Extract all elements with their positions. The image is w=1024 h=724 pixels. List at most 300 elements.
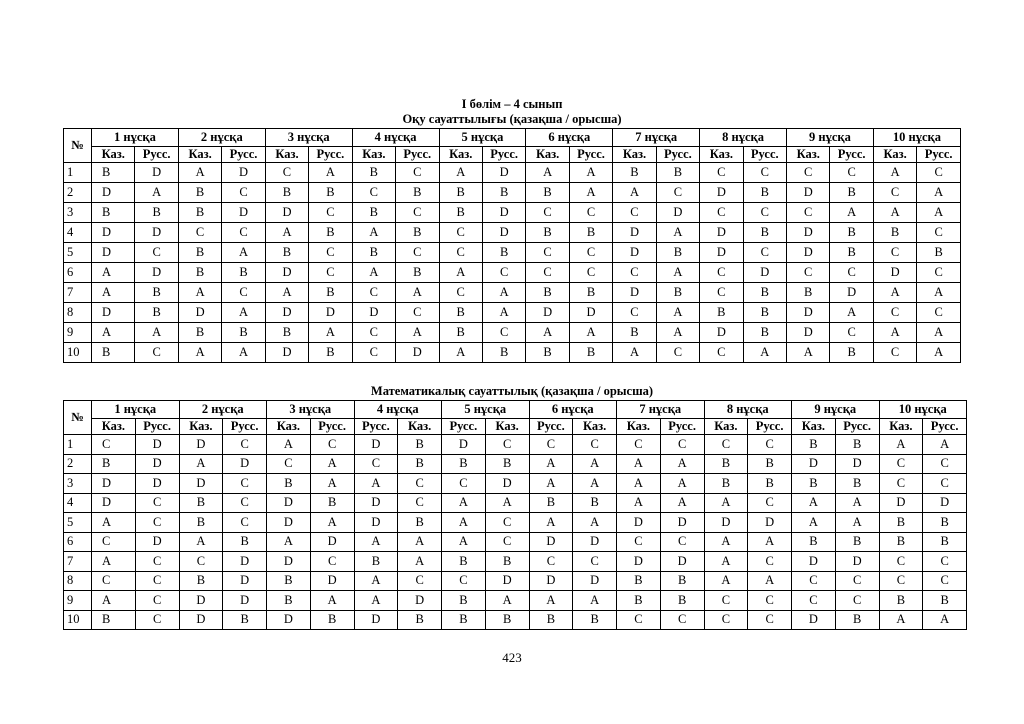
language-header: Русс.	[835, 419, 879, 435]
answer-cell: B	[178, 263, 221, 283]
answer-cell: A	[573, 454, 617, 474]
answer-cell: D	[748, 513, 792, 533]
answer-cell: B	[526, 223, 569, 243]
answer-cell: A	[354, 571, 398, 591]
answer-cell: B	[179, 493, 223, 513]
answer-cell: D	[787, 223, 830, 243]
language-header: Каз.	[439, 147, 482, 163]
answer-cell: C	[743, 203, 786, 223]
answer-cell: B	[704, 474, 748, 494]
answer-cell: B	[396, 183, 439, 203]
answer-cell: A	[617, 474, 661, 494]
answer-cell: B	[267, 591, 311, 611]
answer-cell: D	[222, 203, 265, 223]
answer-cell: B	[792, 532, 836, 552]
answer-cell: C	[879, 552, 923, 572]
variant-header: 7 нұсқа	[613, 129, 700, 147]
variant-header: 3 нұсқа	[267, 401, 355, 419]
answer-cell: D	[787, 243, 830, 263]
answer-cell: A	[923, 610, 967, 630]
answer-cell: B	[135, 303, 178, 323]
question-number: 6	[64, 263, 92, 283]
language-header: Русс.	[354, 419, 398, 435]
language-header: Каз.	[613, 147, 656, 163]
answer-cell: A	[529, 454, 573, 474]
answer-cell: B	[787, 283, 830, 303]
answer-cell: A	[792, 493, 836, 513]
answer-cell: D	[135, 435, 179, 455]
answer-cell: C	[135, 610, 179, 630]
question-number: 8	[64, 571, 92, 591]
answer-cell: A	[917, 323, 961, 343]
variant-header: 6 нұсқа	[529, 401, 617, 419]
question-number: 7	[64, 283, 92, 303]
answer-cell: B	[830, 183, 873, 203]
answer-cell: A	[178, 283, 221, 303]
answer-cell: C	[223, 513, 267, 533]
answer-cell: C	[485, 435, 529, 455]
answer-cell: C	[398, 493, 442, 513]
answer-cell: D	[92, 303, 135, 323]
answer-cell: A	[92, 513, 136, 533]
answer-cell: D	[879, 493, 923, 513]
answer-cell: B	[923, 513, 967, 533]
answer-cell: D	[92, 493, 136, 513]
language-header: Каз.	[92, 147, 135, 163]
language-header: Каз.	[352, 147, 395, 163]
answer-cell: D	[617, 513, 661, 533]
table-row	[64, 303, 961, 323]
table-row	[64, 323, 961, 343]
answer-cell: B	[92, 343, 135, 363]
answer-cell: B	[526, 183, 569, 203]
answer-cell: A	[135, 323, 178, 343]
answer-cell: B	[835, 532, 879, 552]
answer-cell: C	[873, 303, 916, 323]
language-header: Каз.	[879, 419, 923, 435]
answer-cell: B	[439, 183, 482, 203]
answer-cell: A	[439, 163, 482, 183]
answer-cell: B	[748, 454, 792, 474]
answer-cell: A	[398, 532, 442, 552]
answer-cell: A	[656, 223, 699, 243]
answer-cell: C	[656, 343, 699, 363]
answer-cell: D	[485, 571, 529, 591]
answer-cell: D	[135, 263, 178, 283]
answer-cell: C	[265, 163, 308, 183]
answer-cell: A	[92, 283, 135, 303]
variant-header: 9 нұсқа	[787, 129, 874, 147]
answer-cell: B	[656, 163, 699, 183]
answer-cell: A	[617, 454, 661, 474]
answer-cell: B	[267, 474, 311, 494]
question-number: 10	[64, 343, 92, 363]
answer-cell: C	[700, 263, 743, 283]
table-row	[64, 435, 967, 455]
answer-cell: D	[179, 610, 223, 630]
answer-cell: B	[439, 323, 482, 343]
answer-cell: A	[396, 283, 439, 303]
answer-cell: D	[529, 532, 573, 552]
answer-cell: B	[222, 263, 265, 283]
answer-cell: A	[442, 493, 486, 513]
answer-cell: C	[617, 610, 661, 630]
variant-header-row	[64, 129, 961, 147]
language-header: Каз.	[267, 419, 311, 435]
answer-cell: C	[617, 532, 661, 552]
answer-cell: C	[267, 454, 311, 474]
answer-cell: C	[352, 343, 395, 363]
language-header: Каз.	[179, 419, 223, 435]
answer-cell: B	[309, 223, 352, 243]
language-header: Русс.	[135, 147, 178, 163]
answer-cell: C	[569, 243, 612, 263]
answer-cell: A	[439, 263, 482, 283]
answer-cell: C	[310, 435, 354, 455]
answer-cell: D	[92, 474, 136, 494]
variant-header: 8 нұсқа	[700, 129, 787, 147]
answer-cell: C	[792, 571, 836, 591]
answer-cell: B	[352, 203, 395, 223]
answer-cell: B	[442, 552, 486, 572]
answer-cell: A	[613, 183, 656, 203]
answer-cell: B	[569, 283, 612, 303]
answer-cell: C	[748, 591, 792, 611]
answer-cell: B	[485, 552, 529, 572]
answer-cell: A	[617, 493, 661, 513]
answer-cell: A	[267, 435, 311, 455]
answer-cell: B	[354, 552, 398, 572]
table-row	[64, 610, 967, 630]
answer-cell: D	[135, 474, 179, 494]
language-header: Русс.	[529, 419, 573, 435]
answer-cell: A	[354, 532, 398, 552]
answer-cell: A	[222, 243, 265, 263]
answer-cell: A	[569, 163, 612, 183]
answer-cell: D	[223, 454, 267, 474]
answer-cell: A	[482, 303, 525, 323]
answer-cell: C	[613, 203, 656, 223]
answer-cell: C	[830, 263, 873, 283]
question-number: 6	[64, 532, 92, 552]
answer-cell: D	[787, 323, 830, 343]
answer-cell: A	[310, 474, 354, 494]
answer-cell: A	[354, 591, 398, 611]
answer-cell: C	[529, 435, 573, 455]
answer-cell: C	[743, 163, 786, 183]
answer-cell: A	[743, 343, 786, 363]
answer-cell: B	[830, 223, 873, 243]
answer-cell: D	[704, 513, 748, 533]
answer-cell: D	[482, 163, 525, 183]
answer-cell: D	[656, 203, 699, 223]
answer-cell: C	[223, 435, 267, 455]
answer-cell: D	[442, 435, 486, 455]
answer-cell: C	[879, 474, 923, 494]
answer-cell: A	[660, 454, 704, 474]
answer-cell: C	[135, 513, 179, 533]
math-literacy-answer-table	[63, 400, 967, 630]
answer-cell: B	[835, 474, 879, 494]
answer-cell: C	[92, 571, 136, 591]
answer-cell: D	[482, 203, 525, 223]
answer-cell: A	[310, 591, 354, 611]
answer-cell: D	[569, 303, 612, 323]
answer-cell: B	[613, 163, 656, 183]
question-number: 9	[64, 591, 92, 611]
answer-cell: A	[310, 454, 354, 474]
answer-cell: C	[439, 223, 482, 243]
answer-cell: C	[787, 163, 830, 183]
answer-cell: D	[310, 532, 354, 552]
answer-cell: B	[442, 610, 486, 630]
answer-cell: B	[704, 454, 748, 474]
answer-cell: C	[835, 571, 879, 591]
answer-cell: D	[135, 163, 178, 183]
answer-cell: C	[485, 532, 529, 552]
answer-cell: B	[743, 223, 786, 243]
answer-cell: C	[396, 303, 439, 323]
answer-cell: C	[573, 435, 617, 455]
answer-cell: D	[529, 571, 573, 591]
answer-cell: D	[573, 532, 617, 552]
answer-cell: B	[569, 223, 612, 243]
answer-cell: B	[923, 532, 967, 552]
answer-cell: A	[92, 552, 136, 572]
answer-cell: C	[704, 435, 748, 455]
answer-cell: B	[660, 591, 704, 611]
answer-cell: A	[573, 474, 617, 494]
answer-cell: C	[748, 610, 792, 630]
question-number: 10	[64, 610, 92, 630]
question-number: 4	[64, 223, 92, 243]
answer-cell: C	[792, 591, 836, 611]
answer-cell: B	[442, 454, 486, 474]
answer-cell: D	[787, 183, 830, 203]
answer-cell: C	[787, 263, 830, 283]
answer-cell: C	[309, 243, 352, 263]
answer-cell: D	[613, 243, 656, 263]
answer-cell: A	[792, 513, 836, 533]
number-header: №	[64, 401, 92, 435]
variant-header: 2 нұсқа	[178, 129, 265, 147]
answer-cell: B	[917, 243, 961, 263]
answer-cell: C	[873, 243, 916, 263]
answer-cell: C	[748, 552, 792, 572]
answer-cell: C	[398, 474, 442, 494]
answer-cell: D	[354, 493, 398, 513]
answer-cell: A	[879, 610, 923, 630]
answer-cell: B	[439, 203, 482, 223]
answer-cell: C	[482, 263, 525, 283]
answer-cell: B	[748, 474, 792, 494]
answer-cell: D	[223, 591, 267, 611]
answer-cell: C	[396, 203, 439, 223]
answer-cell: C	[135, 243, 178, 263]
answer-cell: A	[267, 532, 311, 552]
variant-header: 10 нұсқа	[873, 129, 960, 147]
answer-cell: A	[309, 323, 352, 343]
answer-cell: D	[398, 591, 442, 611]
answer-cell: D	[354, 513, 398, 533]
variant-header: 1 нұсқа	[92, 401, 180, 419]
answer-cell: D	[835, 552, 879, 572]
table-row	[64, 223, 961, 243]
language-header: Каз.	[265, 147, 308, 163]
answer-cell: D	[792, 552, 836, 572]
answer-cell: C	[352, 323, 395, 343]
language-header: Русс.	[310, 419, 354, 435]
answer-cell: D	[310, 571, 354, 591]
answer-cell: B	[92, 163, 135, 183]
answer-cell: C	[485, 513, 529, 533]
answer-cell: B	[265, 183, 308, 203]
answer-cell: C	[92, 435, 136, 455]
answer-cell: C	[352, 183, 395, 203]
answer-cell: B	[396, 223, 439, 243]
answer-cell: A	[485, 591, 529, 611]
answer-cell: B	[830, 243, 873, 263]
answer-cell: D	[135, 223, 178, 243]
table-row	[64, 183, 961, 203]
language-header: Русс.	[569, 147, 612, 163]
answer-cell: C	[700, 283, 743, 303]
answer-cell: D	[265, 343, 308, 363]
answer-cell: B	[879, 532, 923, 552]
answer-cell: C	[309, 263, 352, 283]
answer-cell: A	[398, 552, 442, 572]
answer-cell: B	[526, 283, 569, 303]
answer-cell: B	[613, 323, 656, 343]
page-number: 423	[502, 650, 522, 665]
answer-cell: B	[529, 610, 573, 630]
answer-cell: A	[873, 283, 916, 303]
variant-header: 6 нұсқа	[526, 129, 613, 147]
answer-cell: D	[265, 303, 308, 323]
answer-cell: A	[830, 303, 873, 323]
language-header: Каз.	[573, 419, 617, 435]
language-header: Каз.	[873, 147, 916, 163]
answer-cell: B	[352, 163, 395, 183]
answer-cell: C	[526, 243, 569, 263]
question-number: 3	[64, 203, 92, 223]
answer-cell: A	[656, 323, 699, 343]
answer-cell: B	[398, 513, 442, 533]
answer-cell: C	[222, 283, 265, 303]
answer-cell: A	[529, 474, 573, 494]
question-number: 1	[64, 435, 92, 455]
table-row	[64, 343, 961, 363]
answer-cell: B	[526, 343, 569, 363]
answer-cell: B	[223, 610, 267, 630]
answer-cell: B	[573, 610, 617, 630]
answer-cell: B	[792, 474, 836, 494]
table-row	[64, 203, 961, 223]
answer-cell: C	[178, 223, 221, 243]
answer-cell: A	[660, 493, 704, 513]
answer-cell: B	[309, 343, 352, 363]
answer-cell: A	[569, 183, 612, 203]
answer-cell: B	[179, 571, 223, 591]
answer-cell: D	[573, 571, 617, 591]
answer-cell: B	[396, 263, 439, 283]
answer-cell: A	[704, 571, 748, 591]
answer-cell: A	[704, 532, 748, 552]
answer-cell: C	[917, 263, 961, 283]
answer-cell: C	[310, 552, 354, 572]
question-number: 4	[64, 493, 92, 513]
answer-cell: D	[700, 223, 743, 243]
answer-cell: C	[352, 283, 395, 303]
answer-cell: C	[879, 571, 923, 591]
answer-cell: C	[660, 532, 704, 552]
answer-cell: B	[743, 303, 786, 323]
answer-cell: D	[178, 303, 221, 323]
table-row	[64, 243, 961, 263]
answer-cell: D	[743, 263, 786, 283]
answer-cell: C	[700, 203, 743, 223]
answer-cell: D	[700, 183, 743, 203]
answer-cell: D	[267, 610, 311, 630]
question-number: 1	[64, 163, 92, 183]
answer-cell: A	[482, 283, 525, 303]
answer-cell: C	[569, 203, 612, 223]
language-header: Каз.	[787, 147, 830, 163]
question-number: 5	[64, 513, 92, 533]
question-number: 8	[64, 303, 92, 323]
answer-cell: C	[830, 163, 873, 183]
answer-cell: B	[660, 571, 704, 591]
answer-cell: B	[310, 610, 354, 630]
answer-cell: B	[617, 571, 661, 591]
answer-cell: C	[573, 552, 617, 572]
answer-cell: B	[879, 513, 923, 533]
answer-cell: D	[179, 591, 223, 611]
answer-cell: D	[835, 454, 879, 474]
variant-header: 3 нұсқа	[265, 129, 352, 147]
answer-cell: A	[660, 474, 704, 494]
answer-cell: B	[835, 435, 879, 455]
language-header: Русс.	[135, 419, 179, 435]
variant-header: 5 нұсқа	[442, 401, 530, 419]
answer-cell: A	[873, 203, 916, 223]
answer-cell: D	[267, 552, 311, 572]
answer-cell: B	[792, 435, 836, 455]
language-header: Русс.	[222, 147, 265, 163]
answer-cell: D	[792, 454, 836, 474]
answer-cell: A	[879, 435, 923, 455]
answer-cell: D	[92, 223, 135, 243]
answer-cell: A	[222, 303, 265, 323]
answer-cell: B	[135, 203, 178, 223]
answer-cell: D	[309, 303, 352, 323]
answer-cell: B	[830, 343, 873, 363]
answer-cell: D	[660, 513, 704, 533]
answer-cell: C	[873, 183, 916, 203]
answer-cell: D	[526, 303, 569, 323]
language-header: Русс.	[748, 419, 792, 435]
language-header: Русс.	[830, 147, 873, 163]
language-header: Русс.	[660, 419, 704, 435]
answer-cell: C	[398, 571, 442, 591]
answer-cell: C	[439, 283, 482, 303]
answer-cell: D	[923, 493, 967, 513]
variant-header: 7 нұсқа	[617, 401, 705, 419]
answer-cell: D	[700, 323, 743, 343]
answer-cell: C	[704, 610, 748, 630]
answer-cell: A	[354, 474, 398, 494]
answer-cell: B	[92, 454, 136, 474]
